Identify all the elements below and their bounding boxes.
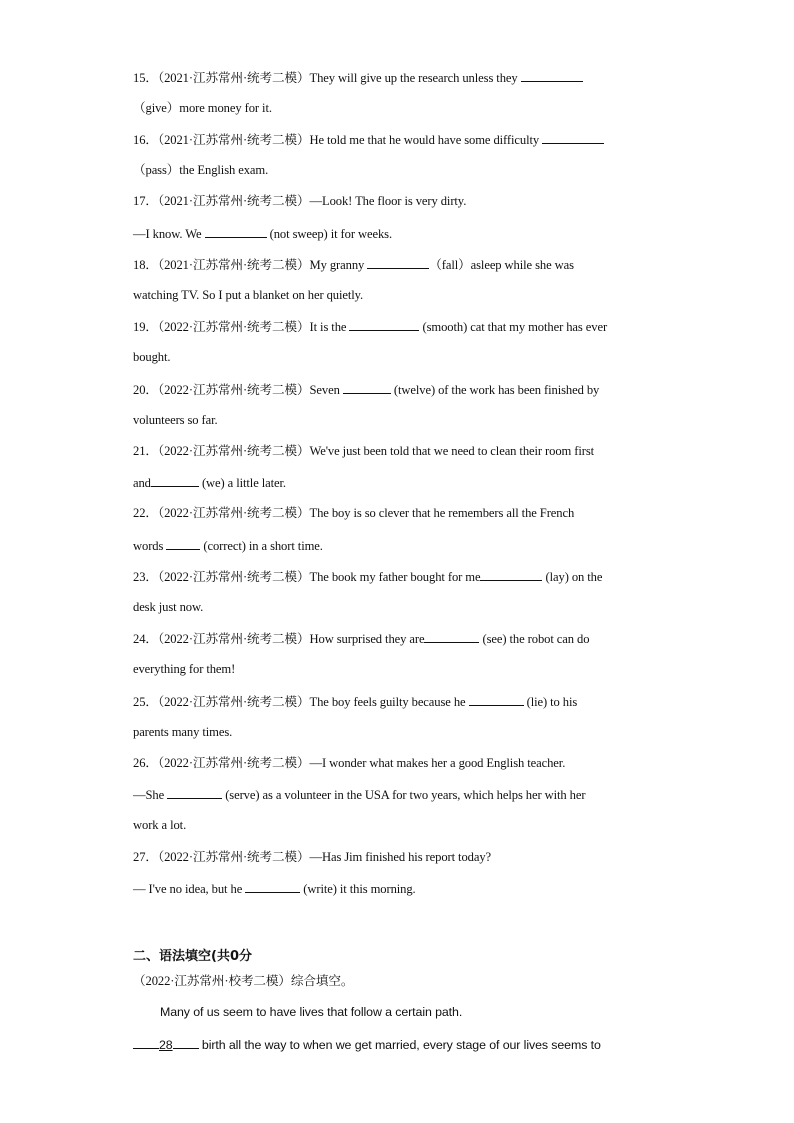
question-22-line-1: [133, 505, 663, 521]
question-text: （pass）the English exam.: [133, 163, 269, 177]
question-text: (lie) to his: [523, 695, 578, 709]
question-text: parents many times.: [133, 725, 233, 739]
question-text: watching TV. So I put a blanket on her quietly.: [133, 288, 364, 302]
question-text: 15．（2021·江苏常州·统考二模）They will give up the research unless they: [133, 71, 521, 85]
question-text: (we) a little later.: [198, 476, 286, 490]
passage-paragraph-1: Many of us seem to have lives that follow a certain path.: [160, 1005, 463, 1019]
question-18-line-2: [133, 287, 663, 303]
question-20-line-2: [133, 412, 663, 428]
answer-blank[interactable]: [167, 786, 222, 799]
question-text: everything for them!: [133, 662, 236, 676]
question-text: 16．（2021·江苏常州·统考二模）He told me that he would have some difficulty: [133, 133, 543, 147]
answer-blank[interactable]: [542, 131, 604, 144]
question-text: 24．（2022·江苏常州·统考二模）How surprised they are: [133, 632, 425, 646]
question-text: (twelve) of the work has been finished by: [390, 383, 600, 397]
question-text: 20．（2022·江苏常州·统考二模）Seven: [133, 383, 343, 397]
question-15-line-1: [133, 69, 663, 86]
question-text: (see) the robot can do: [479, 632, 590, 646]
question-text: (lay) on the: [542, 570, 603, 584]
question-text: (write) it this morning.: [300, 882, 416, 896]
question-21-line-2: [133, 474, 663, 491]
question-19-line-1: [133, 318, 663, 335]
answer-blank[interactable]: [245, 880, 300, 893]
question-text: — I've no idea, but he: [133, 882, 246, 896]
answer-blank[interactable]: [469, 693, 524, 706]
question-text: —She: [133, 788, 168, 802]
question-text: desk just now.: [133, 600, 204, 614]
answer-blank[interactable]: [521, 69, 583, 82]
question-17-line-1: [133, 193, 663, 209]
question-text: 21．（2022·江苏常州·统考二模）We've just been told that we need to clean their room first: [133, 444, 595, 458]
question-23-line-1: [133, 568, 663, 585]
question-text: 18．（2021·江苏常州·统考二模）My granny: [133, 258, 368, 272]
question-text: 27．（2022·江苏常州·统考二模）—Has Jim finished his report today?: [133, 850, 492, 864]
question-text: (correct) in a short time.: [200, 539, 323, 553]
question-18-line-1: [133, 256, 663, 273]
question-19-line-2: [133, 349, 663, 365]
question-17-line-2: [133, 225, 663, 242]
question-text: volunteers so far.: [133, 413, 218, 427]
answer-blank-trail[interactable]: [173, 1036, 199, 1049]
answer-blank[interactable]: [349, 318, 419, 331]
question-text: 19．（2022·江苏常州·统考二模）It is the: [133, 320, 350, 334]
question-20-line-1: [133, 381, 663, 398]
question-text: 25．（2022·江苏常州·统考二模）The boy feels guilty because he: [133, 695, 469, 709]
question-text: 22．（2022·江苏常州·统考二模）The boy is so clever that he remembers all the French: [133, 506, 575, 520]
question-text: bought.: [133, 350, 171, 364]
question-27-line-1: [133, 849, 663, 865]
question-25-line-1: [133, 693, 663, 710]
passage-text: birth all the way to when we get married, every stage of our lives seems to: [198, 1038, 601, 1052]
answer-blank[interactable]: [205, 225, 267, 238]
question-27-line-2: [133, 880, 663, 897]
question-text: 26．（2022·江苏常州·统考二模）—I wonder what makes her a good English teacher.: [133, 756, 566, 770]
answer-blank[interactable]: [367, 256, 429, 269]
question-text: (serve) as a volunteer in the USA for two years, which helps her with her: [222, 788, 586, 802]
question-16-line-1: [133, 131, 663, 148]
question-21-line-1: [133, 443, 663, 459]
question-text: work a lot.: [133, 818, 187, 832]
question-text: （give）more money for it.: [133, 101, 272, 115]
blank-number: 28: [159, 1038, 173, 1052]
section-2-title: 二、语法填空(共0分: [133, 949, 252, 964]
passage-paragraph-2: [133, 1036, 663, 1053]
question-22-line-2: [133, 537, 663, 554]
answer-blank[interactable]: [151, 474, 199, 487]
question-text: 23．（2022·江苏常州·统考二模）The book my father bought for me: [133, 570, 481, 584]
question-15-line-2: [133, 100, 663, 116]
answer-blank[interactable]: [343, 381, 391, 394]
question-text: and: [133, 476, 151, 490]
answer-blank[interactable]: [480, 568, 542, 581]
question-25-line-2: [133, 724, 663, 740]
question-text: (not sweep) it for weeks.: [266, 227, 392, 241]
question-24-line-1: [133, 630, 663, 647]
question-text: (smooth) cat that my mother has ever: [419, 320, 608, 334]
question-text: （fall）asleep while she was: [429, 258, 574, 272]
question-text: 17．（2021·江苏常州·统考二模）—Look! The floor is very dirty.: [133, 194, 467, 208]
question-24-line-2: [133, 661, 663, 677]
question-text: words: [133, 539, 167, 553]
question-26-line-3: [133, 817, 663, 833]
question-text: —I know. We: [133, 227, 205, 241]
answer-blank-lead[interactable]: [133, 1036, 159, 1049]
question-26-line-1: [133, 755, 663, 771]
answer-blank[interactable]: [424, 630, 479, 643]
question-26-line-2: [133, 786, 663, 803]
question-16-line-2: [133, 162, 663, 178]
question-23-line-2: [133, 599, 663, 615]
answer-blank[interactable]: [166, 537, 200, 550]
section-2-source: （2022·江苏常州·校考二模）综合填空。: [133, 974, 354, 988]
